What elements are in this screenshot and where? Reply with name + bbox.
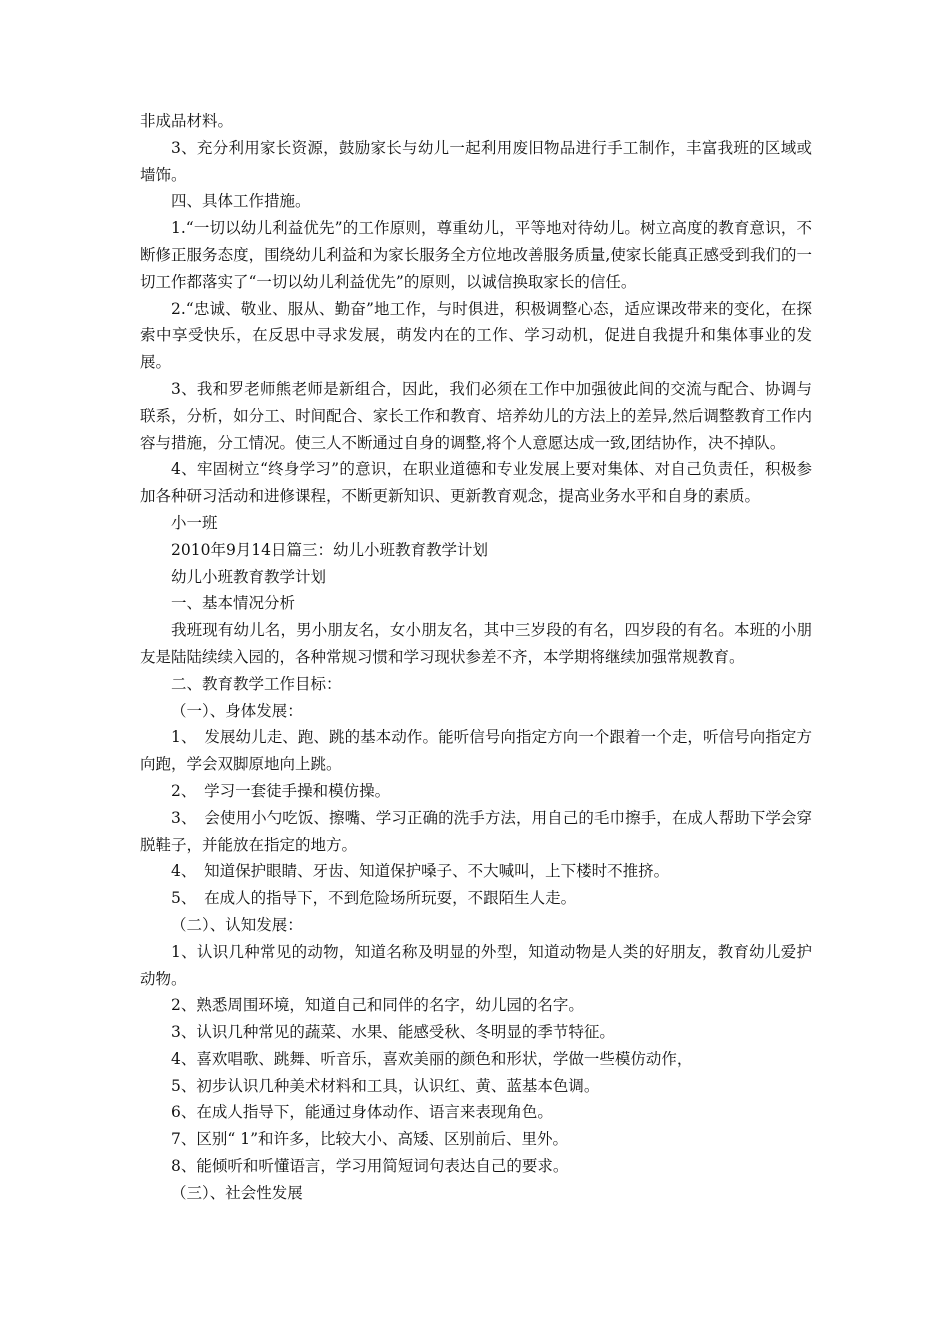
document-title: 幼儿小班教育教学计划 (171, 567, 327, 586)
paragraph: 我班现有幼儿名，男小朋友名，女小朋友名，其中三岁段的有名，四岁段的有名。本班的小朋友是陆陆续续入园的，各种常规习惯和学习现状参差不齐，本学期将继续加强常规教育。 (140, 621, 812, 666)
subsection-heading: （二）、认知发展： (171, 915, 303, 934)
subsection-heading: （一）、身体发展： (171, 701, 303, 720)
list-item: 2、熟悉周围环境，知道自己和同伴的名字，幼儿园的名字。 (171, 996, 584, 1015)
subsection-heading: （三）、社会性发展 (171, 1183, 303, 1202)
paragraph: 非成品材料。 (140, 112, 234, 130)
list-item: 2、 学习一套徒手操和模仿操。 (171, 781, 391, 800)
section-heading: 一、基本情况分析 (171, 594, 296, 613)
list-item: 1、认识几种常见的动物，知道名称及明显的外型，知道动物是人类的好朋友，教育幼儿爱护动物。 (140, 942, 812, 988)
list-item: 4、 知道保护眼睛、牙齿、知道保护嗓子、不大喊叫，上下楼时不推挤。 (171, 862, 670, 881)
list-item: 1、 发展幼儿走、跑、跳的基本动作。能听信号向指定方向一个跟着一个走，听信号向指定方向跑，学会双脚原地向上跳。 (140, 728, 812, 774)
list-item: 5、初步认识几种美术材料和工具，认识红、黄、蓝基本色调。 (171, 1076, 600, 1095)
paragraph: 3、充分利用家长资源，鼓励家长与幼儿一起利用废旧物品进行手工制作，丰富我班的区域或墙饰。 (140, 138, 812, 184)
paragraph: 2.“忠诚、敬业、服从、勤奋”地工作，与时俱进，积极调整心态，适应课改带来的变化，在探索中享受快乐，在反思中寻求发展，萌发内在的工作、学习动机，促进自我提升和集体事业的发展。 (140, 299, 812, 372)
paragraph: 1.“一切以幼儿利益优先”的工作原则，尊重幼儿，平等地对待幼儿。树立高度的教育意识，不断修正服务态度，围绕幼儿利益和为家长服务全方位地改善服务质量,使家长能真正感受到我们的一切工作都落实了“一切以幼儿利益优先”的原则，以诚信换取家长的信任。 (140, 219, 812, 291)
class-name: 小一班 (171, 513, 218, 532)
section-heading: 四、具体工作措施。 (171, 192, 311, 211)
paragraph: 4、牢固树立“终身学习”的意识，在职业道德和专业发展上要对集体、对自己负责任，积极参加各种研习活动和进修课程，不断更新知识、更新教育观念，提高业务水平和自身的素质。 (140, 460, 812, 506)
paragraph: 3、我和罗老师熊老师是新组合，因此，我们必须在工作中加强彼此间的交流与配合、协调与联系，分析，如分工、时间配合、家长工作和教育、培养幼儿的方法上的差异,然后调整教育工作内容与措施，分工情况。使三人不断通过自身的调整,将个人意愿达成一致,团结协作，决不掉队。 (140, 379, 812, 452)
list-item: 3、 会使用小勺吃饭、擦嘴、学习正确的洗手方法，用自己的毛巾擦手，在成人帮助下学会穿脱鞋子，并能放在指定的地方。 (140, 808, 812, 854)
document-page (140, 108, 812, 1207)
list-item: 4、喜欢唱歌、跳舞、听音乐，喜欢美丽的颜色和形状，学做一些模仿动作， (171, 1049, 693, 1068)
section-heading: 二、教育教学工作目标： (171, 674, 342, 693)
list-item: 8、能倾听和听懂语言，学习用简短词句表达自己的要求。 (171, 1157, 569, 1176)
list-item: 7、区别“ 1”和许多，比较大小、高矮、区别前后、里外。 (171, 1130, 569, 1149)
date-line: 2010年9月14日篇三：幼儿小班教育教学计划 (171, 540, 489, 559)
list-item: 6、在成人指导下，能通过身体动作、语言来表现角色。 (171, 1103, 553, 1122)
list-item: 5、 在成人的指导下，不到危险场所玩耍，不跟陌生人走。 (171, 889, 577, 908)
list-item: 3、认识几种常见的蔬菜、水果、能感受秋、冬明显的季节特征。 (171, 1023, 615, 1042)
